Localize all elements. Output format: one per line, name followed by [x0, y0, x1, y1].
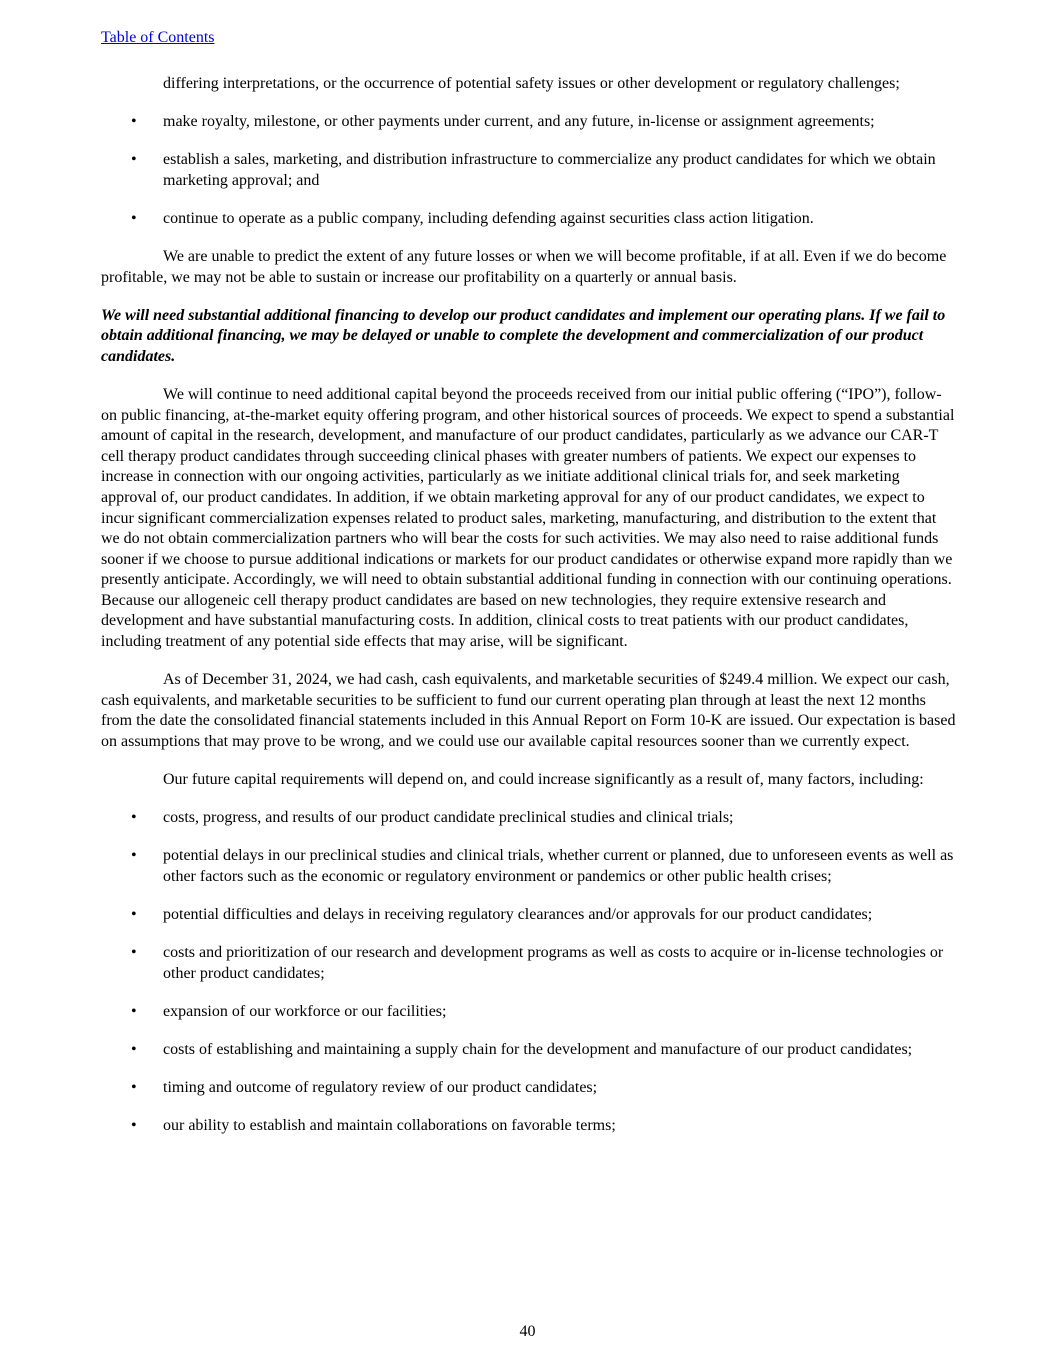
list-item [101, 1116, 957, 1137]
paragraph-cash: As of December 31, 2024, we had cash, cash equivalents, and marketable securities of $249.4 million. We expect our cash, cash equivalents, and marketable securities to be sufficient to fund our current operating plan through at least the next 12 months from the date the consolidated financial statements included in this Annual Report on Form 10-K are issued. Our expectation is based on assumptions that may prove to be wrong, and we could use our available capital resources sooner than we currently expect. [101, 671, 956, 750]
list-item-text: costs of establishing and maintaining a supply chain for the development and manufacture of our product candidates; [163, 1040, 913, 1058]
bullet-mark: • [131, 1002, 137, 1020]
bullet-mark: • [131, 113, 137, 131]
list-item [101, 1040, 957, 1061]
list-item [101, 1002, 957, 1023]
bullet-mark: • [131, 809, 137, 827]
list-item [101, 209, 957, 230]
list-item-text: our ability to establish and maintain collaborations on favorable terms; [163, 1116, 616, 1134]
bullet-mark: • [131, 905, 137, 923]
list-item [101, 150, 957, 191]
list-item-text: expansion of our workforce or our facilities; [163, 1002, 447, 1020]
bullet-mark: • [131, 944, 137, 961]
bullet-mark: • [131, 1116, 137, 1134]
bullet-mark: • [131, 209, 137, 227]
list-item [101, 943, 957, 984]
list-item-text: timing and outcome of regulatory review of our product candidates; [163, 1078, 598, 1096]
paragraph-future-requirements: Our future capital requirements will depend on, and could increase significantly as a result of, many factors, including: [163, 771, 924, 789]
list-item [101, 808, 957, 829]
list-item-text: continue to operate as a public company, including defending against securities class action litigation. [163, 209, 814, 227]
list-item [101, 846, 957, 887]
bullet-mark: • [131, 151, 137, 169]
list-item-text: potential delays in our preclinical studies and clinical trials, whether current or planned, due to unforeseen events as well as other factors such as the economic or regulatory environment or pandemics or other public health crises; [163, 847, 954, 885]
document-body [101, 74, 957, 1154]
list-item-text: make royalty, milestone, or other payments under current, and any future, in-license or assignment agreements; [163, 113, 875, 131]
page-number: 40 [519, 1323, 536, 1340]
continuation-text: differing interpretations, or the occurrence of potential safety issues or other development or regulatory challenges; [163, 75, 900, 92]
list-item-text: establish a sales, marketing, and distribution infrastructure to commercialize any product candidates for which we obtain marketing approval; and [163, 151, 936, 189]
paragraph-losses: We are unable to predict the extent of any future losses or when we will become profitable, if at all. Even if we do become profitable, we may not be able to sustain or increase our profitability on a quarterly or annual basis. [101, 247, 947, 286]
bullet-mark: • [131, 1040, 137, 1058]
list-item-text: costs, progress, and results of our product candidate preclinical studies and clinical trials; [163, 809, 734, 827]
list-item-text: potential difficulties and delays in receiving regulatory clearances and/or approvals for our product candidates; [163, 905, 873, 923]
list-item [101, 112, 957, 133]
list-item-text: costs and prioritization of our research and development programs as well as costs to acquire or in-license technologies or other product candidates; [163, 944, 944, 982]
paragraph-capital: We will continue to need additional capital beyond the proceeds received from our initial public offering (“IPO”), follow-on public financing, at-the-market equity offering program, and other historical sources of proceeds. We expect to spend a substantial amount of capital in the research, development, and manufacture of our product candidates, particularly as we advance our CAR-T cell therapy product candidates through succeeding clinical phases with greater numbers of patients. We expect our expenses to increase in connection with our ongoing activities, particularly as we initiate additional clinical trials for, and seek marketing approval of, our product candidates. In addition, if we obtain marketing approval for any of our product candidates, we expect to incur significant commercialization expenses related to product sales, marketing, manufacturing, and distribution to the extent that we do not obtain commercialization partners who will bear the costs for such activities. We may also need to raise additional funds sooner if we choose to pursue additional indications or markets for our product candidates or otherwise expand more rapidly than we presently anticipate. Accordingly, we will need to obtain substantial additional funding in connection with our continuing operations. Because our allogeneic cell therapy product candidates are based on new technologies, they require extensive research and development and have substantial manufacturing costs. In addition, clinical costs to treat patients with our product candidates, including treatment of any potential side effects that may arise, will be significant. [101, 385, 955, 651]
bullet-mark: • [131, 1078, 137, 1096]
list-item [101, 1078, 957, 1099]
table-of-contents-link[interactable]: Table of Contents [101, 29, 215, 46]
section-heading-financing: We will need substantial additional financing to develop our product candidates and implement our operating plans. If we fail to obtain additional financing, we may be delayed or unable to complete the development and commercialization of our product candidates. [101, 306, 946, 365]
bullet-mark: • [131, 847, 137, 865]
list-item [101, 905, 957, 926]
